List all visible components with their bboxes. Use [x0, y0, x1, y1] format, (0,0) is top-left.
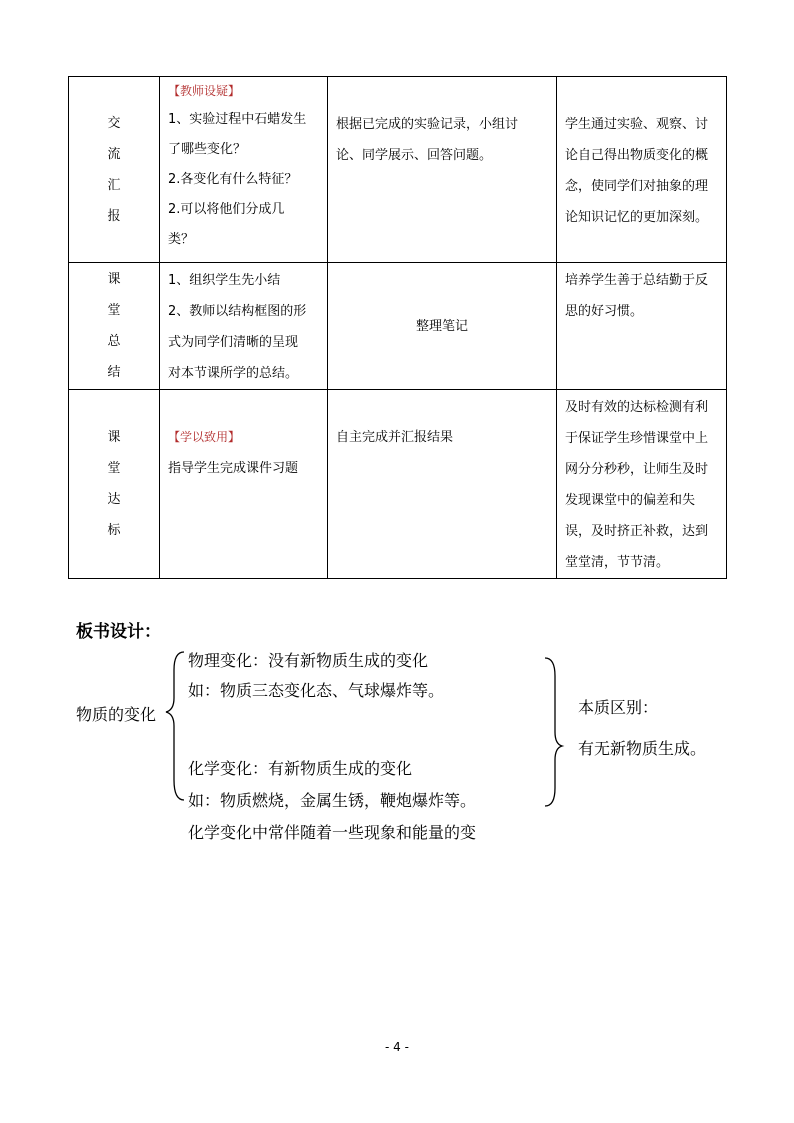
stage-char: 课 — [107, 272, 121, 287]
board-root-label: 物质的变化 — [76, 705, 157, 724]
teacher-line: 了哪些变化？ — [168, 142, 247, 157]
intent-line: 发现课堂中的偏差和失 — [565, 493, 696, 508]
essence-value: 有无新物质生成。 — [578, 739, 707, 758]
intent-line: 培养学生善于总结勤于反 — [565, 273, 709, 288]
board-design-diagram — [0, 640, 794, 860]
table-row-class-assessment — [69, 390, 727, 579]
intent-line: 堂堂清，节节清。 — [565, 555, 670, 570]
teacher-tag: 【教师设疑】 — [168, 84, 241, 98]
teacher-line: 2、教师以结构框图的形 — [168, 304, 307, 319]
intent-line: 论知识记忆的更加深刻。 — [565, 210, 709, 225]
intent-line: 网分分秒秒，让师生及时 — [565, 462, 709, 477]
teacher-line: 1、实验过程中石蜡发生 — [168, 112, 307, 127]
stage-char: 标 — [107, 523, 121, 538]
table-row-class-summary — [69, 263, 727, 390]
stage-char: 总 — [107, 334, 121, 349]
teacher-activity-cell — [160, 390, 328, 579]
intent-line: 及时有效的达标检测有利 — [565, 400, 709, 415]
teacher-line: 2.可以将他们分成几 — [168, 202, 285, 217]
intent-line: 误，及时挤正补救，达到 — [565, 524, 709, 539]
intent-line: 学生通过实验、观察、讨 — [565, 117, 709, 132]
stage-char: 流 — [107, 146, 121, 162]
chemical-change-example: 如：物质燃烧，金属生锈，鞭炮爆炸等。 — [188, 791, 477, 810]
table-row-exchange-report — [69, 77, 727, 263]
physical-change-example: 如：物质三态变化态、气球爆炸等。 — [188, 681, 445, 700]
stage-char: 报 — [107, 208, 121, 224]
stage-char: 课 — [107, 430, 121, 445]
stage-char: 结 — [107, 365, 121, 380]
essence-label: 本质区别： — [578, 698, 659, 717]
lesson-plan-table — [68, 76, 727, 579]
student-line: 根据已完成的实验记录，小组讨 — [336, 117, 519, 132]
student-line: 论、同学展示、回答问题。 — [336, 148, 493, 163]
stage-char: 堂 — [107, 303, 121, 318]
stage-char: 交 — [107, 115, 121, 131]
teacher-line: 式为同学们清晰的呈现 — [168, 335, 299, 350]
stage-char: 堂 — [107, 461, 121, 476]
student-line: 整理笔记 — [415, 318, 468, 334]
chemical-change-note: 化学变化中常伴随着一些现象和能量的变 — [188, 823, 477, 842]
stage-char: 达 — [107, 492, 121, 507]
intent-line: 于保证学生珍惜课堂中上 — [565, 431, 709, 446]
physical-change-definition: 物理变化：没有新物质生成的变化 — [188, 651, 429, 670]
teacher-line: 1、组织学生先小结 — [168, 273, 281, 288]
design-intent-cell — [557, 390, 727, 579]
stage-char: 汇 — [107, 177, 121, 193]
student-activity-cell — [328, 263, 557, 390]
student-line: 自主完成并汇报结果 — [336, 430, 454, 445]
teacher-tag: 【学以致用】 — [168, 430, 241, 444]
stage-cell — [69, 390, 160, 579]
teacher-line: 类？ — [168, 232, 195, 247]
design-intent-cell — [557, 263, 727, 390]
teacher-line: 2.各变化有什么特征？ — [168, 172, 298, 187]
teacher-activity-cell — [160, 77, 328, 263]
teacher-line: 对本节课所学的总结。 — [168, 366, 299, 381]
chemical-change-definition: 化学变化：有新物质生成的变化 — [188, 759, 413, 778]
design-intent-cell — [557, 77, 727, 263]
teacher-line: 指导学生完成课件习题 — [168, 461, 299, 476]
board-design-title: 板书设计： — [76, 622, 161, 642]
intent-line: 念，使同学们对抽象的理 — [565, 179, 709, 194]
intent-line: 论自己得出物质变化的概 — [565, 148, 709, 163]
stage-cell — [69, 77, 160, 263]
student-activity-cell — [328, 390, 557, 579]
intent-line: 思的好习惯。 — [565, 304, 644, 319]
page-number: - 4 - — [385, 1040, 409, 1054]
right-brace — [545, 658, 562, 806]
teacher-activity-cell — [160, 263, 328, 390]
student-activity-cell — [328, 77, 557, 263]
left-brace — [166, 652, 184, 800]
stage-cell — [69, 263, 160, 390]
